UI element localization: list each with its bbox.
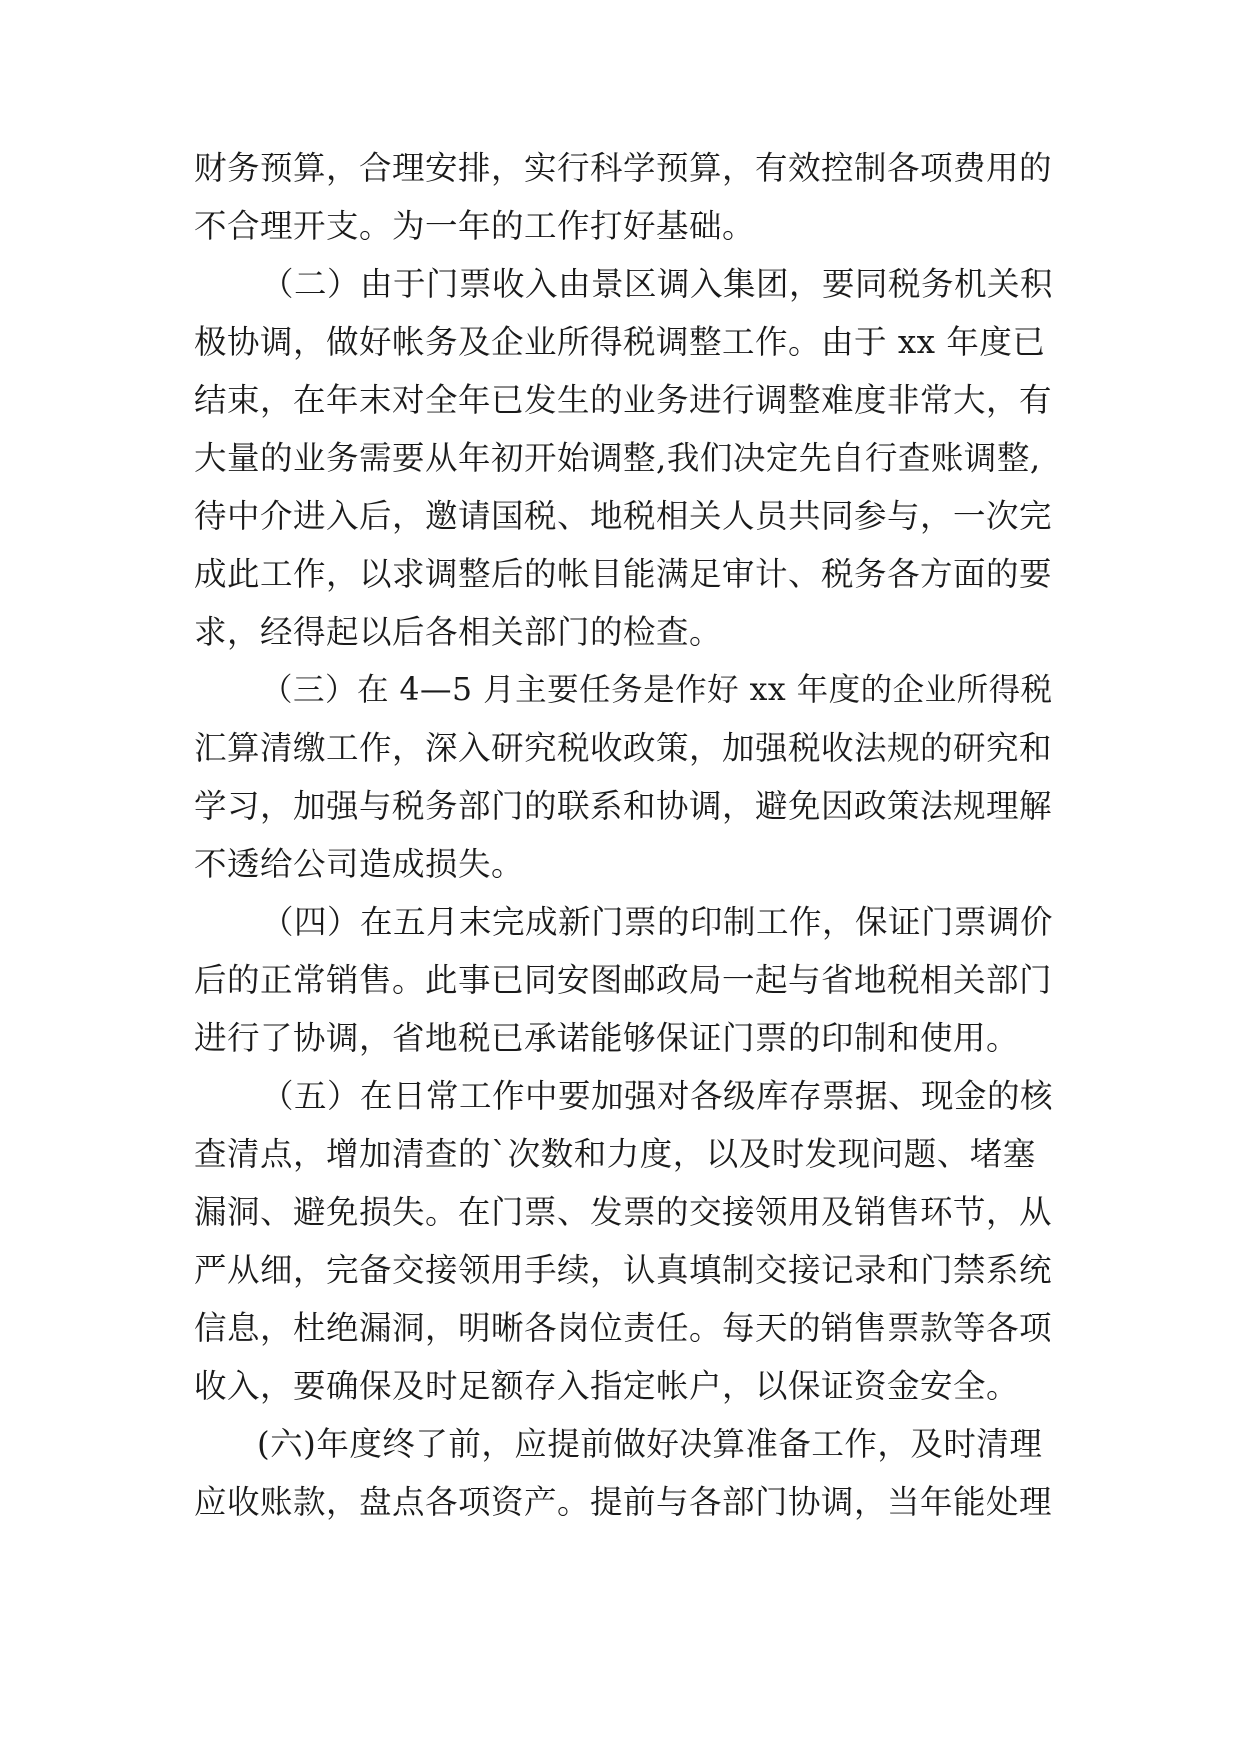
paragraph-3-start: （三）在 4—5 月主要任务是作好 xx 年度的企业所得税 [261,672,1053,708]
text-line: 极协调，做好帐务及企业所得税调整工作。由于 xx 年度已 [194,323,1046,361]
text-line: 学习，加强与税务部门的联系和协调，避免因政策法规理解 [194,787,1053,825]
text-line: 查清点，增加清查的`次数和力度，以及时发现问题、堵塞 [194,1135,1036,1173]
text-line: 信息，杜绝漏洞，明晰各岗位责任。每天的销售票款等各项 [194,1309,1053,1347]
paragraph-4-start: （四）在五月末完成新门票的印制工作，保证门票调价 [261,903,1054,941]
paragraph-6-start: (六)年度终了前，应提前做好决算准备工作，及时清理 [257,1425,1043,1463]
text-line: 结束，在年末对全年已发生的业务进行调整难度非常大，有 [194,381,1053,419]
text-line: 进行了协调，省地税已承诺能够保证门票的印制和使用。 [194,1019,1020,1057]
text-line: 严从细，完备交接领用手续，认真填制交接记录和门禁系统 [194,1251,1053,1289]
text-line: 财务预算，合理安排，实行科学预算，有效控制各项费用的 [194,149,1053,187]
text-line: 求，经得起以后各相关部门的检查。 [194,613,723,651]
text-line: 汇算清缴工作，深入研究税收政策，加强税收法规的研究和 [194,729,1053,767]
text-line: 应收账款，盘点各项资产。提前与各部门协调，当年能处理 [194,1483,1053,1521]
text-line: 大量的业务需要从年初开始调整,我们决定先自行查账调整, [194,439,1041,477]
text-line: 不合理开支。为一年的工作打好基础。 [194,207,756,245]
text-line: 待中介进入后，邀请国税、地税相关人员共同参与，一次完 [194,497,1053,535]
text-line: 漏洞、避免损失。在门票、发票的交接领用及销售环节，从 [194,1193,1053,1231]
paragraph-5-start: （五）在日常工作中要加强对各级库存票据、现金的核 [261,1077,1054,1115]
text-line: 收入，要确保及时足额存入指定帐户，以保证资金安全。 [194,1367,1020,1405]
paragraph-2-start: （二）由于门票收入由景区调入集团，要同税务机关积 [261,265,1054,303]
text-line: 成此工作，以求调整后的帐目能满足审计、税务各方面的要 [194,555,1053,593]
text-line: 后的正常销售。此事已同安图邮政局一起与省地税相关部门 [194,961,1053,999]
text-line: 不透给公司造成损失。 [194,845,525,883]
